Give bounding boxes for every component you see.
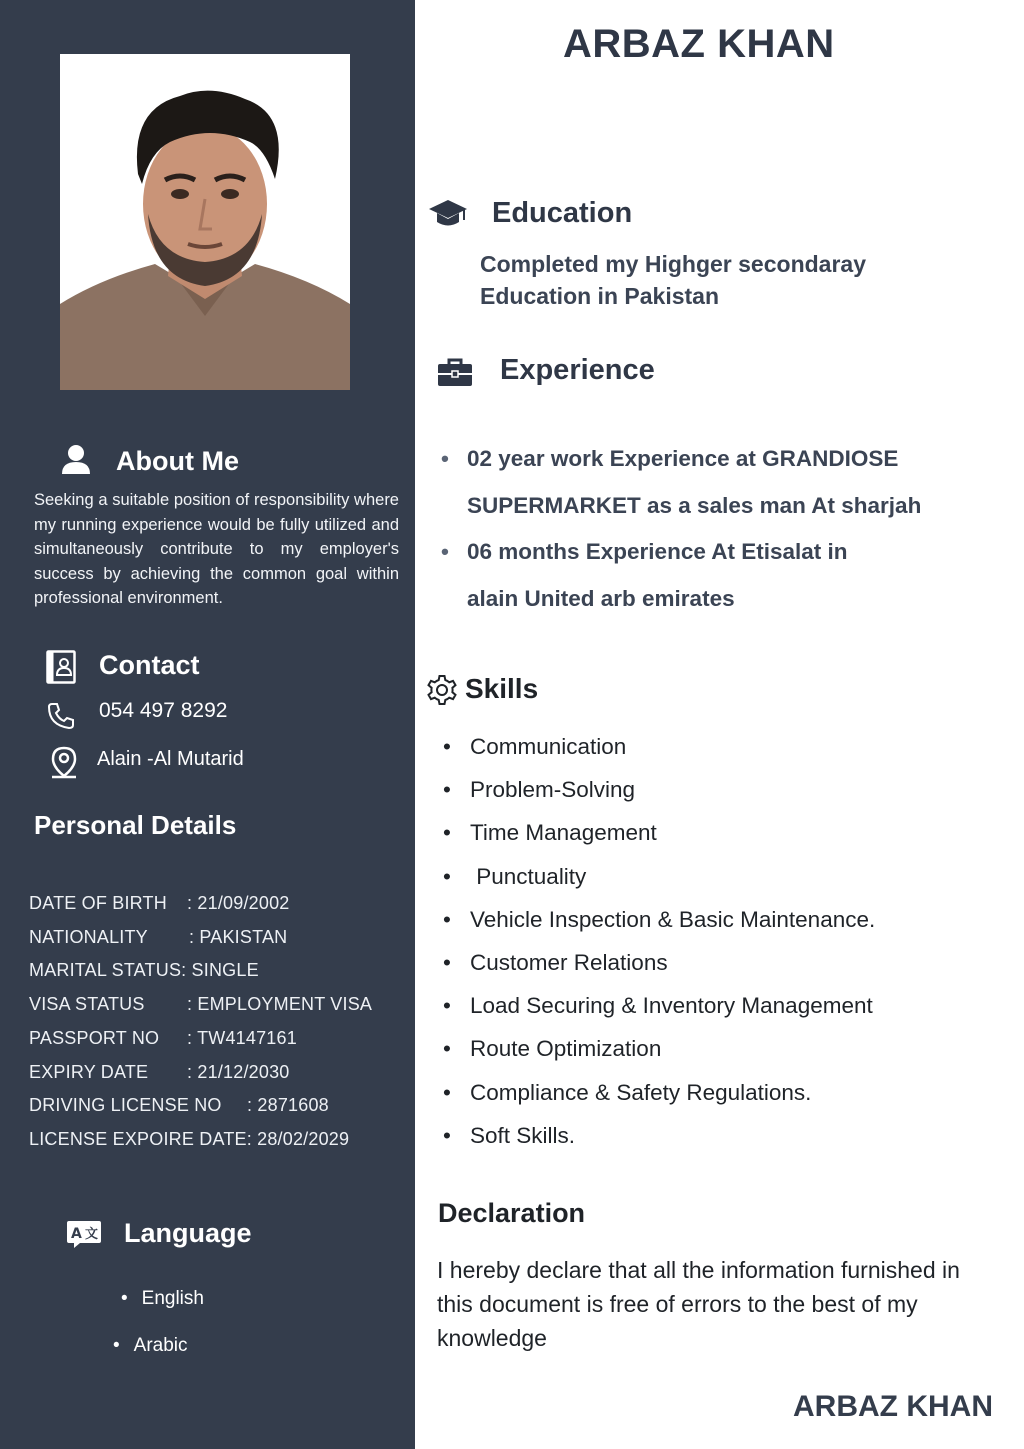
svg-text:文: 文: [85, 1227, 99, 1242]
declaration-heading: Declaration: [438, 1198, 586, 1228]
contact-heading: Contact: [99, 650, 200, 680]
skill-item: • Compliance & Safety Regulations.: [441, 1071, 1011, 1114]
contact-location: Alain -Al Mutarid: [97, 748, 244, 770]
signature-name: ARBAZ KHAN: [793, 1390, 993, 1423]
skill-item: • Route Optimization: [441, 1027, 1011, 1070]
skills-list: [441, 725, 1011, 1157]
experience-item: • 06 months Experience At Etisalat in alain United arb emirates: [441, 539, 848, 611]
skills-heading: Skills: [465, 673, 539, 704]
experience-list: [441, 436, 1011, 622]
personal-row: DATE OF BIRTH : 21/09/2002: [29, 893, 290, 913]
experience-heading: Experience: [500, 354, 655, 386]
name-title: ARBAZ KHAN: [563, 22, 835, 66]
education-text: Completed my Highger secondaray Education in Pakistan: [480, 251, 866, 309]
declaration-text: I hereby declare that all the information furnished in this document is free of errors to the best of my knowledge: [437, 1257, 960, 1351]
location-pin-icon: [49, 746, 79, 785]
experience-item: • 02 year work Experience at GRANDIOSE SUPERMARKET as a sales man At sharjah: [441, 446, 922, 518]
skill-item: • Problem-Solving: [441, 768, 1011, 811]
contact-phone: 054 497 8292: [99, 699, 228, 722]
skill-item: • Customer Relations: [441, 941, 1011, 984]
skill-item: • Communication: [441, 725, 1011, 768]
language-item: • English: [121, 1288, 204, 1310]
education-heading: Education: [492, 197, 633, 229]
briefcase-icon: [437, 358, 473, 393]
personal-row: EXPIRY DATE : 21/12/2030: [29, 1062, 290, 1082]
profile-photo: [60, 54, 350, 390]
about-heading: About Me: [116, 446, 239, 476]
personal-row: MARITAL STATUS: SINGLE: [29, 960, 259, 980]
skill-item: • Time Management: [441, 811, 1011, 854]
personal-row: PASSPORT NO : TW4147161: [29, 1028, 297, 1048]
svg-text:A: A: [71, 1226, 82, 1242]
skill-item: • Load Securing & Inventory Management: [441, 984, 1011, 1027]
personal-row: NATIONALITY : PAKISTAN: [29, 927, 288, 947]
translate-icon: [66, 1219, 102, 1254]
personal-row: LICENSE EXPOIRE DATE: 28/02/2029: [29, 1129, 350, 1149]
about-text: Seeking a suitable position of responsibility where my running experience would be fully utilized and simultaneously contribute to my employer's success by achieving the common goal within professional environment.: [34, 491, 399, 608]
user-icon: [60, 444, 92, 479]
main-content: [415, 0, 1024, 1449]
skill-item: • Punctuality: [441, 855, 1011, 898]
personal-details-heading: Personal Details: [34, 810, 237, 840]
graduation-cap-icon: [428, 198, 468, 235]
sidebar: [0, 0, 415, 1449]
skill-item: • Vehicle Inspection & Basic Maintenance.: [441, 898, 1011, 941]
language-heading: Language: [124, 1218, 252, 1248]
personal-row: DRIVING LICENSE NO : 2871608: [29, 1095, 329, 1115]
contact-book-icon: [46, 650, 76, 689]
portrait-image: [60, 54, 350, 390]
language-item: • Arabic: [113, 1335, 188, 1357]
phone-icon: [46, 700, 76, 735]
skill-item: • Soft Skills.: [441, 1114, 1011, 1157]
gear-icon: [427, 675, 457, 710]
personal-row: VISA STATUS : EMPLOYMENT VISA: [29, 994, 373, 1014]
